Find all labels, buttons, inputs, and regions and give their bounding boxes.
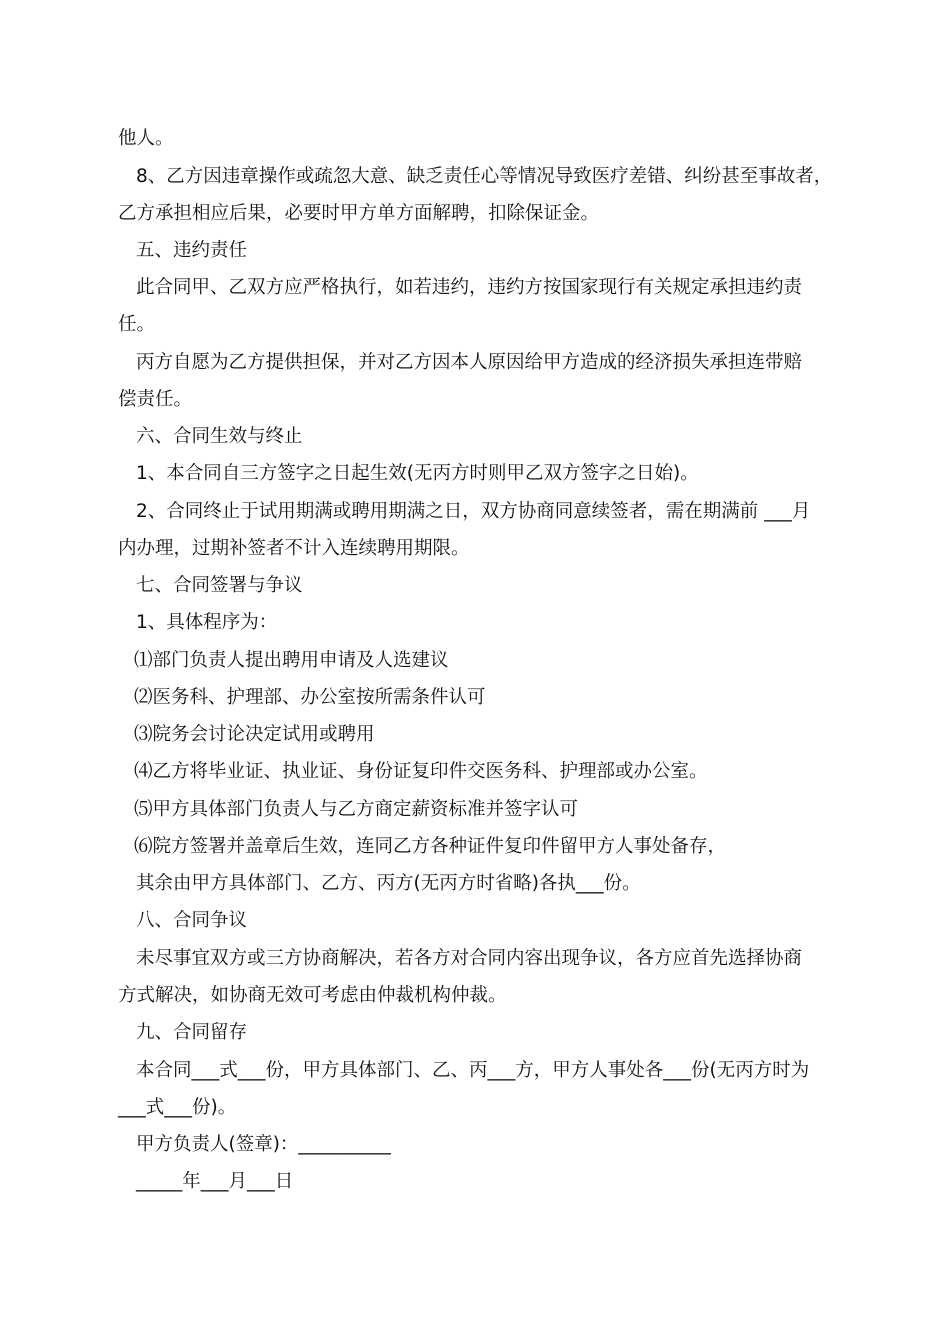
- text-line: 1、本合同自三方签字之日起生效(无丙方时则甲乙双方签字之日始)。: [136, 463, 699, 484]
- clause-8-line-2: 乙方承担相应后果，必要时甲方单方面解聘，扣除保证金。: [118, 203, 600, 224]
- text-line: 本合同___式___份，甲方具体部门、乙、丙___方，甲方人事处各___份(无丙方时为: [136, 1060, 810, 1081]
- procedure-item: ⑶院务会讨论决定试用或聘用: [134, 724, 375, 745]
- text-line: 任。: [118, 314, 156, 335]
- section-heading-6: 六、合同生效与终止: [136, 426, 303, 447]
- section-heading-5: 五、违约责任: [136, 240, 248, 261]
- procedure-item: ⑵医务科、护理部、办公室按所需条件认可: [134, 687, 486, 708]
- procedure-item: ⑸甲方具体部门负责人与乙方商定薪资标准并签字认可: [134, 799, 579, 820]
- procedure-item: ⑹院方签署并盖章后生效，连同乙方各种证件复印件留甲方人事处备存，: [134, 836, 727, 857]
- text-line: 丙方自愿为乙方提供担保，并对乙方因本人原因给甲方造成的经济损失承担连带赔: [136, 352, 803, 373]
- text-line: 内办理，过期补签者不计入连续聘用期限。: [118, 538, 470, 559]
- procedure-item: ⑷乙方将毕业证、执业证、身份证复印件交医务科、护理部或办公室。: [134, 761, 708, 782]
- clause-8-line-1: 8、乙方因违章操作或疏忽大意、缺乏责任心等情况导致医疗差错、纠纷甚至事故者，: [136, 166, 833, 187]
- procedure-item: ⑴部门负责人提出聘用申请及人选建议: [134, 650, 449, 671]
- text-line: 1、具体程序为：: [136, 612, 278, 633]
- section-heading-8: 八、合同争议: [136, 910, 248, 931]
- text-line: 偿责任。: [118, 389, 193, 410]
- section-heading-7: 七、合同签署与争议: [136, 575, 303, 596]
- text-line: 他人。: [118, 128, 174, 149]
- section-heading-9: 九、合同留存: [136, 1022, 248, 1043]
- text-line: 此合同甲、乙双方应严格执行，如若违约，违约方按国家现行有关规定承担违约责: [136, 277, 803, 298]
- signature-line: 甲方负责人(签章)：__________: [136, 1134, 391, 1155]
- date-line: _____年___月___日: [136, 1171, 294, 1192]
- text-line: 未尽事宜双方或三方协商解决，若各方对合同内容出现争议，各方应首先选择协商: [136, 948, 803, 969]
- text-line: 方式解决，如协商无效可考虑由仲裁机构仲裁。: [118, 985, 507, 1006]
- text-line: ___式___份)。: [118, 1097, 237, 1118]
- text-line: 2、合同终止于试用期满或聘用期满之日，双方协商同意续签者，需在期满前 ___月: [136, 501, 811, 522]
- text-line: 其余由甲方具体部门、乙方、丙方(无丙方时省略)各执___份。: [136, 873, 641, 894]
